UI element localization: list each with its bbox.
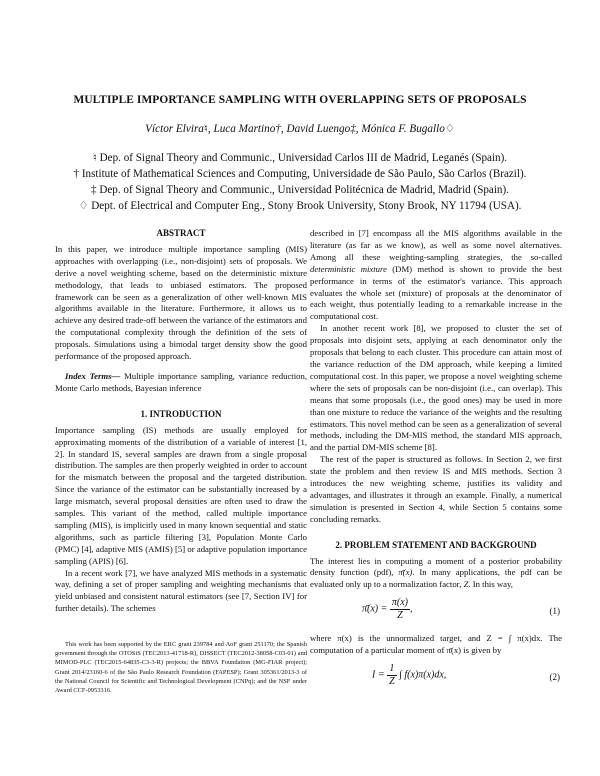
intro-paragraph-5: The rest of the paper is structured as follows. In Section 2, we first state the problem and then review IS and MIS methods. Section 3 introduces the new weighting scheme, justifies its validity and advantages, and illustrates it through an example. Finally, a numerical simulation is presented in Section 4, while Section 5 contains some concluding remarks. (310, 454, 562, 524)
eq1-numerator: π(x) (391, 597, 408, 609)
eq2-lhs: I = (372, 669, 385, 681)
affiliations (40, 150, 560, 214)
equation-2 (310, 663, 562, 693)
abstract-heading: ABSTRACT (156, 228, 206, 238)
index-terms (55, 371, 307, 395)
eq1-fraction (390, 597, 410, 622)
right-column (310, 228, 562, 699)
index-terms-label: Index Terms— (65, 370, 121, 381)
intro-paragraph-3: described in [7] encompass all the MIS algorithms available in the literature (as far as we know), as well as some novel alternatives. Among all these weighting-sampling strategies, the so-called deterministic mixture (DM) method is shown to provide the best performance in terms of the estimator's variance. This approach evaluates the whole set (mixture) of proposals at the denominator of each weight, thus potentially leading to a remarkable increase in the computational cost. (310, 228, 562, 322)
eq1-number: (1) (549, 606, 560, 617)
intro-heading: 1. INTRODUCTION (140, 408, 222, 419)
footnote-text: This work has been supported by the ERC grant 239784 and AoF grant 251170; the Spanish government through the OTOSiS (TEC2013-41718-R), DISSECT (TEC2012-38058-C03-01) and MIMOD-PLC (TEC2015-64835-C3-3-R) projects; the BBVA Foundation (MG-FIAR project); Grant 2014/23160-6 of the São Paulo Research Foundation (FAPESP); Grant 305361/2013-3 of the National Council for Scientific and Technological Development (CNPq); and the NSF under Award CCF-0953316. (55, 641, 307, 695)
section-2-paragraph-2: where π(x) is the unnormalized target, and Z = ∫ π(x)dx. The computation of a particular moment of π̄(x) is given by (310, 633, 562, 656)
intro-paragraph-4: In another recent work [8], we proposed to cluster the set of proposals into disjoint sets, applying at each denominator only the proposals that belong to each cluster. This procedure can attain most of the variance reduction of the DM approach, while keeping a limited computational cost. In this paper, we propose a novel weighting scheme where the sets of proposals can be non-disjoint (i.e., can overlap). This means that some proposals (i.e., the good ones) may be used in more than one mixture to reduce the variance of the weights and the resulting estimators. This novel method can be seen as a generalization of several methods, including the DM-MIS method, the standard MIS approach, and the partial DM-MIS scheme [8]. (310, 323, 562, 453)
funding-footnote (55, 640, 307, 695)
abstract-text: In this paper, we introduce multiple importance sampling (MIS) approaches with overlapping (i.e., non-disjoint) sets of proposals. We derive a novel weighting scheme, based on the deterministic mixture methodology, that leads to unbiased estimators. The proposed framework can be seen as a generalization of other well-known MIS algorithms available in the literature. Furthermore, it allows us to achieve any desired trade-off between the variance of the estimators and the computational complexity through the definition of the sets of proposals. Simulations using a bimodal target density show the good performance of the proposed approach. (55, 243, 307, 362)
equation-1: π̄(x) = $\frac{\pi(x)}{Z}$ , (1) (362, 597, 560, 622)
eq2-denominator: Z (389, 676, 395, 687)
index-terms-text: Multiple importance sampling, variance reduction, Monte Carlo methods, Bayesian inference (55, 370, 307, 393)
paper-title: MULTIPLE IMPORTANCE SAMPLING WITH OVERLAPPING SETS OF PROPOSALS (73, 94, 527, 106)
section-2-paragraph-1: The interest lies in computing a moment of a posterior probability density function (pdf), π̄(x). In many applications, the pdf can be evaluated only up to a normalization factor, Z. In this way, (310, 555, 563, 590)
section-2-heading: 2. PROBLEM STATEMENT AND BACKGROUND (335, 539, 537, 550)
eq2-rhs: ∫ f(x)π(x)dx, (399, 669, 447, 681)
affiliation-2: † Institute of Mathematical Sciences and Computing, Universidade de São Paulo, São Carlos (Brazil). (73, 168, 527, 180)
intro-paragraph-1: Importance sampling (IS) methods are usually employed for approximating moments of the distribution of a variable of interest [1, 2]. In standard IS, several samples are drawn from a single proposal distribution. The samples are then properly weighted in order to account for the mismatch between the proposal and the targeted distribution. Since the variance of the estimator can be substantially increased by a large mismatch, several proposal densities are often used to draw the samples. This variant of the method, called multiple importance sampling (MIS), is implicitly used in many known sequential and static algorithms, such as particle filtering [3], Population Monte Carlo (PMC) [4], adaptive MIS (AMIS) [5] or adaptive population importance sampling (APIS) [6]. (55, 424, 307, 566)
left-column (55, 228, 307, 615)
eq1-lhs: π̄(x) = (362, 603, 388, 615)
eq2-fraction (387, 663, 397, 688)
author-list: Víctor Elvira♮, Luca Martino†, David Luengo‡, Mónica F. Bugallo♢ (145, 123, 455, 135)
eq2-numerator: 1 (387, 663, 397, 676)
affiliation-3: ‡ Dep. of Signal Theory and Communic., Universidad Politécnica de Madrid, Madrid (Spain). (91, 184, 509, 196)
affiliation-1: ♮ Dep. of Signal Theory and Communic., Universidad Carlos III de Madrid, Leganés (Spain). (92, 152, 508, 164)
eq1-denominator: Z (397, 610, 403, 622)
affiliation-4: ♢ Dept. of Electrical and Computer Eng., Stony Brook University, Stony Brook, NY 11794 (USA). (78, 200, 522, 212)
deterministic-mixture-term: deterministic mixture (310, 263, 387, 274)
eq2-number: (2) (549, 672, 560, 683)
intro-paragraph-2: In a recent work [7], we have analyzed MIS methods in a systematic way, defining a set of proper sampling and weighting mechanisms that yield unbiased and consistent natural estimators (see [7, Section IV] for further details). The schemes (55, 567, 307, 614)
